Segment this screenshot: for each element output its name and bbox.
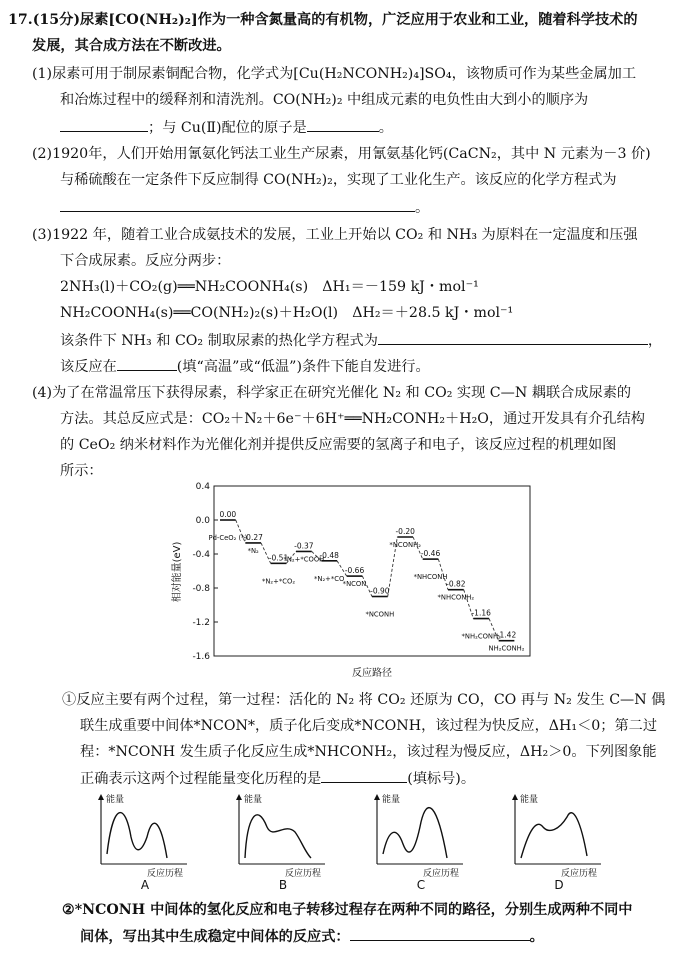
option-label: A xyxy=(140,878,150,892)
y-axis-label: 能量 xyxy=(244,795,263,805)
y-axis-label: 相对能量(eV) xyxy=(172,541,183,603)
value-label: -0.46 xyxy=(420,549,441,559)
part4-line2: 方法。其总反应式是：CO₂＋N₂＋6e⁻＋6H⁺══NH₂CONH₂＋H₂O，通过开发具有介孔结构 xyxy=(60,411,645,427)
part4-line3: 的 CeO₂ 纳米材料作为光催化剂并提供反应需要的氢离子和电子，该反应过程的机理如图 xyxy=(60,437,617,453)
species-label: NH₂CONH₂ xyxy=(488,644,525,653)
species-label: *NHCONH xyxy=(413,573,448,582)
answer-blank[interactable] xyxy=(378,330,648,345)
y-axis-label: 能量 xyxy=(106,795,125,805)
value-label: -0.90 xyxy=(370,586,390,596)
y-axis-label: 能量 xyxy=(520,795,539,805)
sub1-line2: 联生成重要中间体*NCON*，质子化后变成*NCONH，该过程为快反应，ΔH₁＜0；第二过 xyxy=(80,718,658,734)
answer-blank[interactable] xyxy=(307,117,379,132)
part3-line2: 下合成尿素。反应分两步： xyxy=(60,253,231,269)
question-number: 17. xyxy=(8,12,33,28)
part4-line4: 所示： xyxy=(60,463,103,479)
value-label: -0.37 xyxy=(294,541,314,551)
answer-blank[interactable] xyxy=(350,926,530,941)
x-axis-label: 反应历程 xyxy=(284,869,321,879)
part3-step2: NH₂COONH₄(s)══CO(NH₂)₂(s)＋H₂O(l) ΔH₂＝＋28.5 kJ・mol⁻¹ xyxy=(60,305,514,321)
species-label: *N₂+*CO xyxy=(313,574,345,583)
value-labels xyxy=(220,510,517,640)
part2-line2: 与稀硫酸在一定条件下反应制得 CO(NH₂)₂，实现了工业化生产。该反应的化学方程式为 xyxy=(60,172,617,188)
part1-line2: 和冶炼过程中的缓释剂和清洗剂。CO(NH₂)₂ 中组成元素的电负性由大到小的顺序为 xyxy=(60,92,589,108)
energy-curve xyxy=(383,808,447,858)
y-axis-arrow-icon xyxy=(236,794,242,800)
species-label: *NH₂CONH₂ xyxy=(461,632,501,641)
part3-line3: 该条件下 NH₃ 和 CO₂ 制取尿素的热化学方程式为 ， xyxy=(60,330,662,351)
question-intro-2: 发展，其合成方法在不断改进。 xyxy=(32,38,231,54)
value-label: -0.51 xyxy=(268,553,289,563)
option-label: D xyxy=(554,878,564,892)
y-tick-label: -0.4 xyxy=(192,550,210,560)
option-graph-C xyxy=(374,793,463,892)
y-axis-arrow-icon xyxy=(512,794,518,800)
species-label: *N₂+*COOH xyxy=(283,555,325,564)
species-label: *N₂+*CO₂ xyxy=(261,577,296,586)
value-label: -0.27 xyxy=(243,532,263,542)
option-graph-A xyxy=(98,793,187,892)
option-label: C xyxy=(416,878,426,892)
y-axis-arrow-icon xyxy=(98,794,104,800)
energy-curve xyxy=(107,813,167,858)
y-tick-label: 0.0 xyxy=(195,516,210,526)
x-axis-label: 反应历程 xyxy=(422,869,459,879)
energy-curve xyxy=(521,813,587,858)
species-label: *NCON xyxy=(342,580,367,589)
x-axis-label: 反应历程 xyxy=(146,869,183,879)
option-label: B xyxy=(278,878,288,892)
value-label: -0.82 xyxy=(446,579,466,589)
value-label: 0.00 xyxy=(219,510,237,519)
y-tick-label: -1.2 xyxy=(192,618,210,628)
value-label: -1.16 xyxy=(471,608,491,618)
species-labels xyxy=(208,534,524,653)
option-graph-D xyxy=(512,793,601,892)
answer-blank[interactable] xyxy=(117,356,177,371)
question-header xyxy=(8,10,638,30)
option-graph-B xyxy=(236,793,325,892)
y-axis-label: 能量 xyxy=(382,795,401,805)
answer-blank[interactable] xyxy=(60,117,148,132)
part2-line1: (2)1920年，人们开始用氰氨化钙法工业生产尿素，用氰氨基化钙(CaCN₂，其中 N 元素为－3 价) xyxy=(32,146,651,162)
sub1-line1: ①反应主要有两个过程，第一过程：活化的 N₂ 将 CO₂ 还原为 CO，CO 再与 N₂ 发生 C—N 偶 xyxy=(62,692,666,708)
species-label: *NHCONH₂ xyxy=(437,593,475,602)
part3-line4: 该反应在 (填“高温”或“低温”)条件下能自发进行。 xyxy=(60,356,430,377)
species-label: *N₂ xyxy=(247,546,259,555)
part1-line1: (1)尿素可用于制尿素铜配合物，化学式为[Cu(H₂NCONH₂)₄]SO₄，该物质可作为某些金属加工 xyxy=(32,66,637,82)
energy-profile-chart xyxy=(168,482,540,684)
value-label: -1.42 xyxy=(496,630,517,640)
part2-line3: 。 xyxy=(60,197,429,218)
answer-blank[interactable] xyxy=(321,768,407,783)
sub1-line3: 程：*NCONH 发生质子化反应生成*NHCONH₂，该过程为慢反应，ΔH₂＞0。下列图象能 xyxy=(80,744,657,760)
question-points: (15分) xyxy=(32,12,81,28)
plot-frame xyxy=(214,486,530,656)
value-label: -0.66 xyxy=(344,566,365,576)
x-axis-label: 反应路径 xyxy=(352,668,392,679)
options-graphs xyxy=(95,792,635,892)
y-axis-arrow-icon xyxy=(374,794,380,800)
x-axis-label: 反应历程 xyxy=(560,869,597,879)
sub2-line1: ②*NCONH 中间体的氢化反应和电子转移过程存在两种不同的路径，分别生成两种不同中 xyxy=(62,902,633,918)
answer-blank[interactable] xyxy=(60,197,415,212)
species-label: *NCONH xyxy=(365,610,395,619)
part3-line1: (3)1922 年，随着工业合成氨技术的发展，工业上开始以 CO₂ 和 NH₃ 为原料在一定温度和压强 xyxy=(32,227,638,243)
species-label: *NCONH₂ xyxy=(389,541,421,549)
y-tick-label: 0.4 xyxy=(195,482,210,492)
part1-line3: ；与 Cu(Ⅱ)配位的原子是 。 xyxy=(60,117,393,138)
part3-step1: 2NH₃(l)＋CO₂(g)══NH₂COONH₄(s) ΔH₁＝－159 kJ・mol⁻¹ xyxy=(60,279,479,295)
value-label: -0.48 xyxy=(319,550,339,560)
value-label: -0.20 xyxy=(395,527,415,536)
y-tick-label: -0.8 xyxy=(192,584,210,594)
question-intro-1: 尿素[CO(NH₂)₂]作为一种含氮量高的有机物，广泛应用于农业和工业，随着科学技术的 xyxy=(80,12,638,28)
species-label: Pd-CeO₂ (*) xyxy=(208,534,248,542)
part4-line1: (4)为了在常温常压下获得尿素，科学家正在研究光催化 N₂ 和 CO₂ 实现 C—N 耦联合成尿素的 xyxy=(32,385,632,401)
energy-curve xyxy=(245,815,311,858)
sub1-line4: 正确表示这两个过程能量变化历程的是 (填标号)。 xyxy=(80,768,475,789)
sub2-line2: 间体，写出其中生成稳定中间体的反应式： 。 xyxy=(80,926,544,947)
y-tick-label: -1.6 xyxy=(192,652,210,662)
